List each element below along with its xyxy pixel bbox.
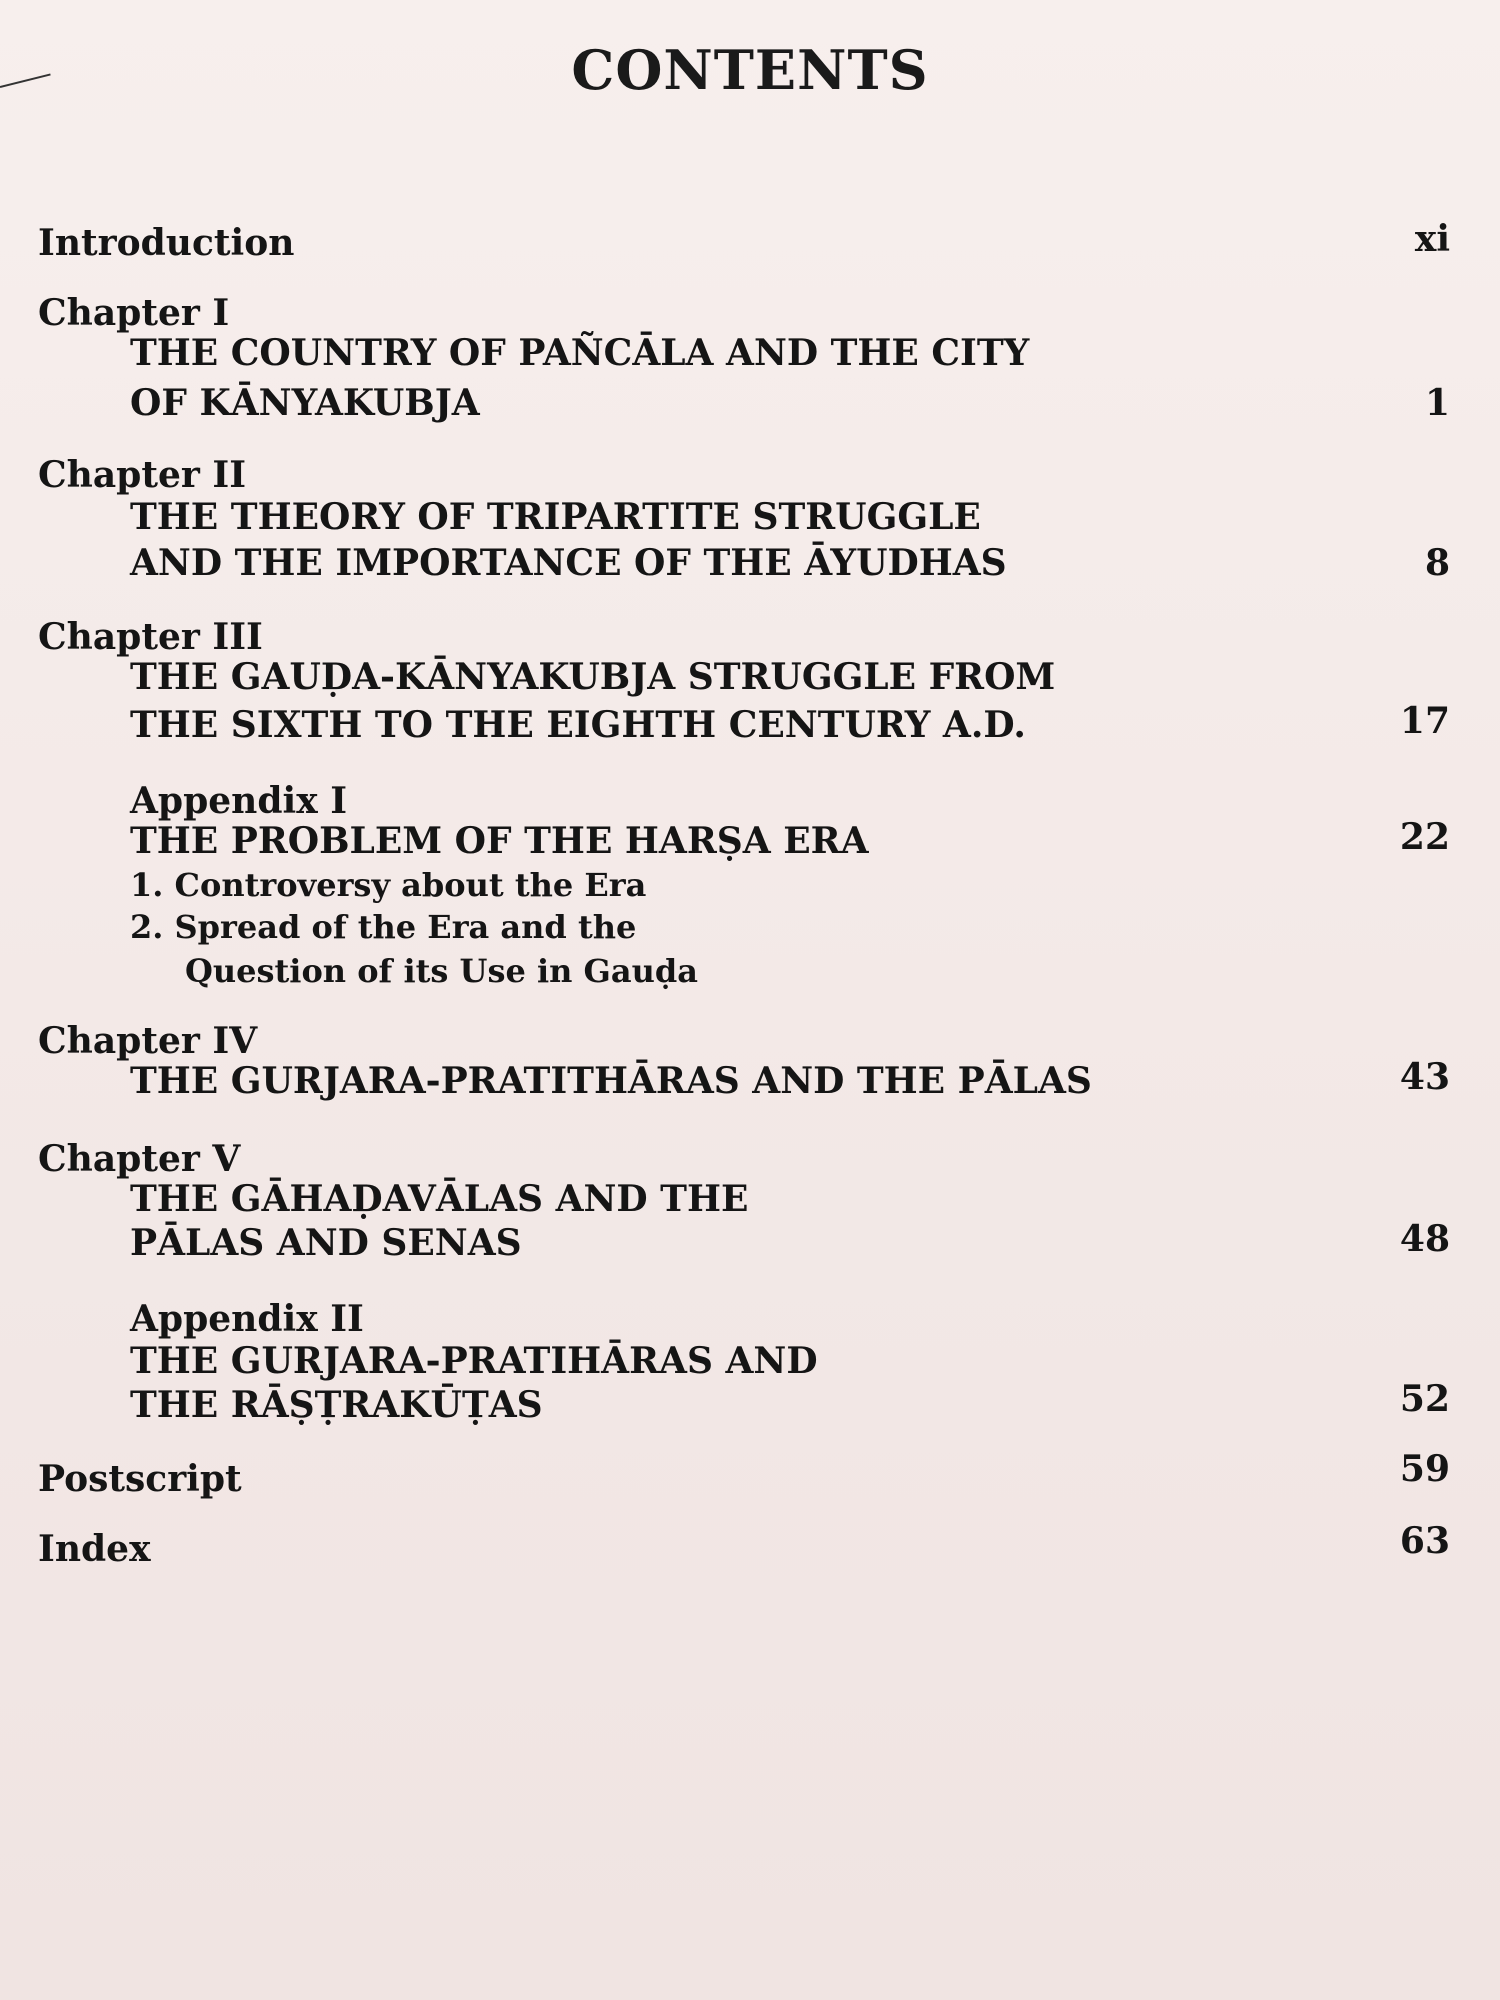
toc-introduction-page: xi — [1414, 218, 1450, 260]
toc-chapter-4-label: Chapter IV — [38, 1020, 258, 1062]
toc-index: Index — [38, 1528, 151, 1570]
toc-appendix-1-item-2-cont: Question of its Use in Gauḍa — [185, 952, 698, 990]
toc-chapter-2-page: 8 — [1424, 542, 1450, 584]
toc-chapter-5-title-line1: THE GĀHAḌAVĀLAS AND THE — [130, 1178, 749, 1220]
toc-postscript-page: 59 — [1399, 1448, 1450, 1490]
toc-chapter-2-label: Chapter II — [38, 454, 247, 496]
toc-chapter-1-page: 1 — [1424, 382, 1450, 424]
toc-introduction: Introduction — [38, 222, 295, 264]
toc-chapter-3-title-line1: THE GAUḌA-KĀNYAKUBJA STRUGGLE FROM — [130, 656, 1056, 698]
toc-chapter-3-label: Chapter III — [38, 616, 263, 658]
toc-index-page: 63 — [1399, 1520, 1450, 1562]
page-title: CONTENTS — [571, 38, 929, 102]
toc-appendix-2-title-line2: THE RĀṢṬRAKŪṬAS — [130, 1384, 543, 1426]
toc-chapter-5-label: Chapter V — [38, 1138, 241, 1180]
toc-appendix-1-item-2: 2. Spread of the Era and the — [130, 908, 637, 946]
toc-appendix-2-label: Appendix II — [130, 1298, 364, 1340]
toc-chapter-1-title-line2: OF KĀNYAKUBJA — [130, 382, 480, 424]
toc-appendix-1-label: Appendix I — [130, 780, 348, 822]
toc-appendix-1-title: THE PROBLEM OF THE HARṢA ERA — [130, 820, 869, 862]
toc-appendix-2-title-line1: THE GURJARA-PRATIHĀRAS AND — [130, 1340, 818, 1382]
toc-chapter-1-title-line1: THE COUNTRY OF PAÑCĀLA AND THE CITY — [130, 332, 1030, 374]
toc-postscript: Postscript — [38, 1458, 242, 1500]
toc-appendix-2-page: 52 — [1399, 1378, 1450, 1420]
toc-chapter-4-page: 43 — [1399, 1056, 1450, 1098]
toc-chapter-1-label: Chapter I — [38, 292, 230, 334]
toc-chapter-3-page: 17 — [1399, 700, 1450, 742]
toc-chapter-2-title-line1: THE THEORY OF TRIPARTITE STRUGGLE — [130, 496, 981, 538]
toc-appendix-1-item-1: 1. Controversy about the Era — [130, 866, 647, 904]
toc-chapter-2-title-line2: AND THE IMPORTANCE OF THE ĀYUDHAS — [130, 542, 1007, 584]
toc-chapter-5-title-line2: PĀLAS AND SENAS — [130, 1222, 522, 1264]
toc-appendix-1-page: 22 — [1399, 816, 1450, 858]
toc-chapter-3-title-line2: THE SIXTH TO THE EIGHTH CENTURY A.D. — [130, 704, 1026, 746]
toc-chapter-5-page: 48 — [1399, 1218, 1450, 1260]
toc-chapter-4-title: THE GURJARA-PRATITHĀRAS AND THE PĀLAS — [130, 1060, 1092, 1102]
